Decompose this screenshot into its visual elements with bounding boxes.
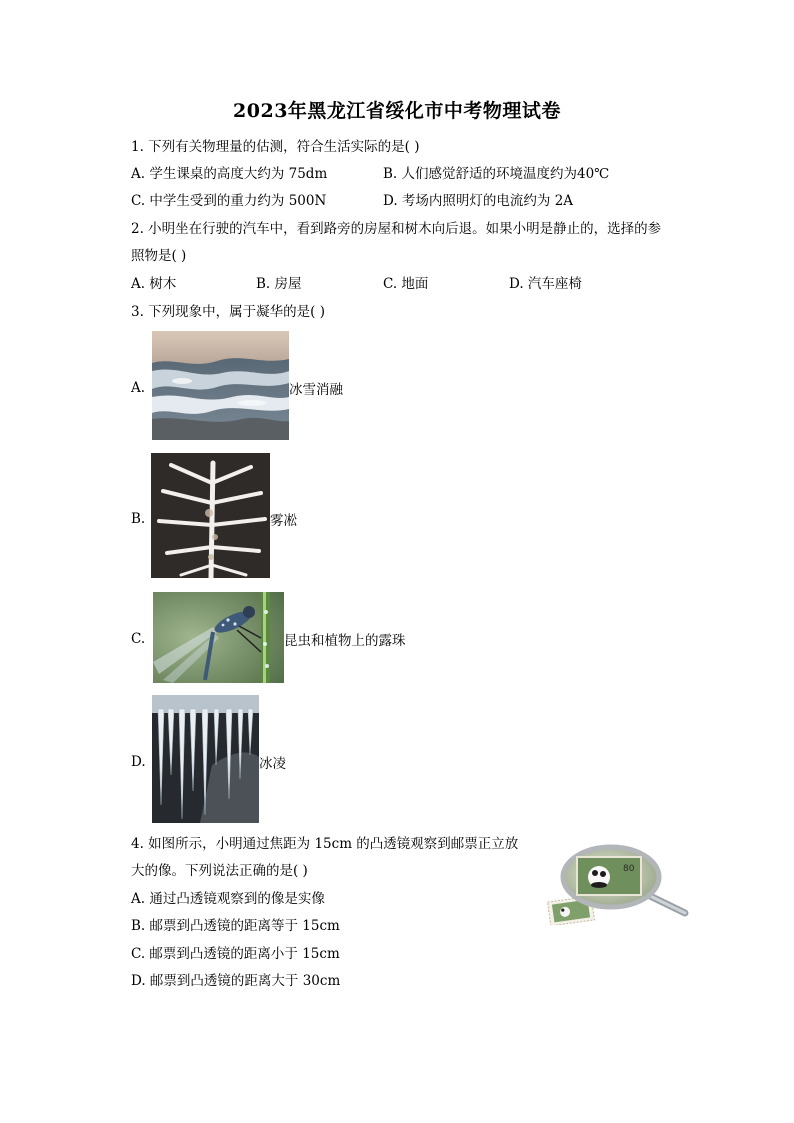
q1-option-b: B. 人们感觉舒适的环境温度约为40℃ (383, 166, 610, 182)
q3-option-a-caption: 冰雪消融 (289, 382, 343, 398)
magnifier-stamp-image (543, 843, 693, 925)
q3-stem: 3. 下列现象中，属于凝华的是( ) (131, 304, 325, 320)
q4-stem-line1: 4. 如图所示，小明通过焦距为 15cm 的凸透镜观察到邮票正立放 (131, 836, 519, 852)
q4-option-b: B. 邮票到凸透镜的距离等于 15cm (131, 918, 340, 934)
stamp-value-text: 80 (623, 864, 635, 874)
q4-option-a: A. 通过凸透镜观察到的像是实像 (131, 891, 325, 907)
q1-option-a: A. 学生课桌的高度大约为 75dm (131, 166, 328, 182)
q4-option-d: D. 邮票到凸透镜的距离大于 30cm (131, 973, 341, 989)
q3-option-d-caption: 冰凌 (259, 756, 286, 772)
q4-stem-line2: 大的像。下列说法正确的是( ) (131, 863, 308, 879)
q1-option-d: D. 考场内照明灯的电流约为 2A (383, 193, 574, 209)
q4-option-c: C. 邮票到凸透镜的距离小于 15cm (131, 946, 340, 962)
q3-option-b-caption: 雾凇 (270, 513, 297, 529)
q2-stem-line1: 2. 小明坐在行驶的汽车中，看到路旁的房屋和树木向后退。如果小明是静止的，选择的参 (131, 221, 662, 237)
dragonfly-dew-image (153, 592, 284, 683)
rime-frost-image (151, 453, 270, 578)
q3-option-a-label: A. (131, 380, 146, 396)
icicles-image (152, 695, 259, 823)
q1-stem: 1. 下列有关物理量的估测，符合生活实际的是( ) (131, 139, 420, 155)
q3-option-d-label: D. (131, 754, 146, 770)
q2-option-d: D. 汽车座椅 (509, 276, 582, 292)
q3-option-c-caption: 昆虫和植物上的露珠 (284, 633, 406, 649)
q2-option-a: A. 树木 (131, 276, 177, 292)
q2-stem-line2: 照物是( ) (131, 248, 187, 264)
page-title: 2023年黑龙江省绥化市中考物理试卷 (233, 100, 561, 122)
melting-ice-image (152, 331, 289, 440)
q2-option-b: B. 房屋 (256, 276, 302, 292)
q2-option-c: C. 地面 (383, 276, 429, 292)
q3-option-b-label: B. (131, 511, 146, 527)
q1-option-c: C. 中学生受到的重力约为 500N (131, 193, 327, 209)
q3-option-c-label: C. (131, 631, 146, 647)
